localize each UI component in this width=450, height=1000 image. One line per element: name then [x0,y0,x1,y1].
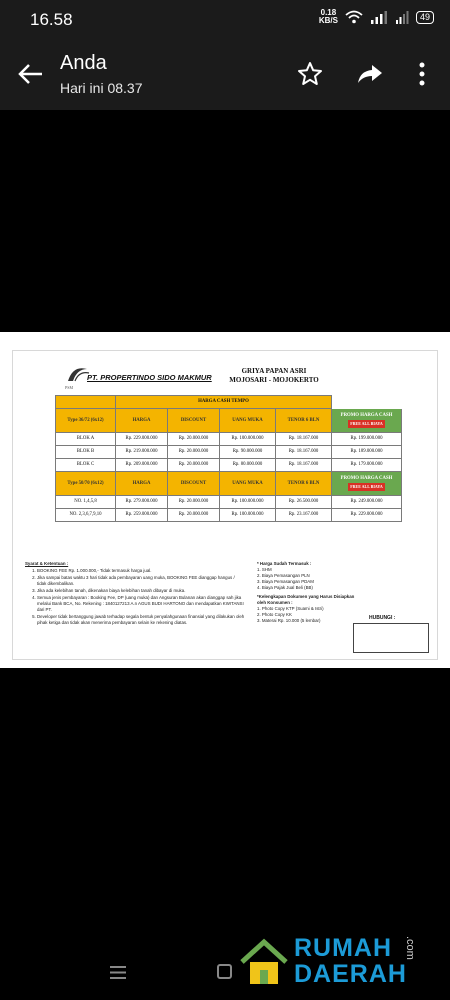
terms-title: Syarat & Ketentuan : [25,561,69,566]
type-label: Type 50/70 (6x12) [56,472,116,496]
price-sheet [12,350,438,660]
list-item: 2. Photo Copy KK [257,612,292,617]
back-arrow-icon[interactable] [16,62,44,86]
app-bar [0,38,450,110]
list-item: 4. Biaya Pajak Jual Beli (BB) [257,585,313,590]
list-item: 3. Materai Rp. 10.000 (5 lembar) [257,618,321,623]
column-header: DISCOUNT [168,409,220,433]
contact-box [353,623,429,653]
wifi-icon [345,10,363,24]
free-badge: FREE ALL BIAYA [350,421,383,426]
battery-icon: 49 [416,11,434,24]
network-speed: 0.18 KB/S [318,8,338,25]
signal-icon [370,10,388,24]
table-row: NO. 1,4,5,8 Rp. 279.000.000 Rp. 20.000.000 Rp. 100.000.000 Rp. 26.500.000 Rp. 249.000.000 [56,496,402,509]
includes-section [257,561,432,624]
document-title: GRIYA PAPAN ASRI MOJOSARI - MOJOKERTO [229,367,319,384]
company-name: PT. PROPERTINDO SIDO MAKMUR [87,373,212,382]
status-bar [0,0,450,38]
column-header: UANG MUKA [220,472,276,496]
watermark-line1: RUMAH [294,934,393,962]
watermark-line2: DAERAH [294,960,407,988]
promo-header: PROMO HARGA CASH FREE ALL BIAYA [332,409,402,433]
promo-header: PROMO HARGA CASH FREE ALL BIAYA [332,472,402,496]
table-header-row [56,409,402,433]
contact-label: HUBUNGI : [369,615,396,621]
column-header: DISCOUNT [168,472,220,496]
table-header-row [56,472,402,496]
status-icons [319,9,434,25]
includes-title: * Harga Sudah Termasuk : [257,561,312,566]
list-item: 2. Jika sampai batas waktu 3 hari tidak ada pembayaran uang muka, BOOKING FEE dianggap hangus / tidak dikembalikan. [37,575,245,587]
sender-title: Anda [60,52,107,74]
more-vertical-icon[interactable] [412,60,432,88]
list-item: 1. SHM [257,567,272,572]
list-item: 1. Photo Copy KTP (Suami & Istri) [257,606,324,611]
price-table [55,395,402,522]
share-icon[interactable] [356,62,384,86]
type-label: Type 36/72 (6x12) [56,409,116,433]
column-header: HARGA [116,409,168,433]
list-item: 2. Biaya Pemasangan PLN [257,573,310,578]
table-row: BLOK A Rp. 229.000.000 Rp. 20.000.000 Rp. 100.000.000 Rp. 18.167.000 Rp. 199.000.000 [56,433,402,446]
terms-list [25,568,245,626]
table-title-row [56,396,402,409]
documents-title: *Kelengkapan Dokumen yang Harus Disiapkan oleh Konsumen : [257,594,355,605]
timestamp: Hari ini 08.37 [60,80,143,96]
home-icon[interactable] [217,964,232,979]
list-item: 5. Developer tidak bertanggung jawab terhadap segala bentuk penyalahgunaan finansial yang dilakukan oleh pihak ketiga dan tidak akan menerima pembayaran selain ke rekening diatas. [37,614,245,626]
shared-image[interactable] [0,332,450,668]
column-header: TENOR 6 BLN [276,409,332,433]
list-item: 3. Jika ada kelebihan tanah, dikenakan biaya kelebihan tanah dibayar di muka. [37,588,245,594]
table-row: BLOK B Rp. 219.000.000 Rp. 20.000.000 Rp. 90.000.000 Rp. 18.167.000 Rp. 189.000.000 [56,446,402,459]
list-item: 3. Biaya Pemasangan PDAM [257,579,314,584]
star-icon[interactable] [296,60,324,88]
logo-text: PSM [65,385,74,390]
table-title: HARGA CASH TEMPO [116,396,332,409]
house-logo [238,936,290,988]
watermark-suffix: .com [404,936,416,960]
list-item: 4. Semua jenis pembayaran : Booking Fee, DP (uang muka) dan Angsuran Bulanan akan dianggap sah jika melalui Bank BCA, No. Rekening : 1840127213 A.n AGUS BUDI HARTONO dan mendapatkan KWITANSI dari PT. [37,595,245,613]
signal-icon-2 [395,10,409,24]
table-row: BLOK C Rp. 209.000.000 Rp. 20.000.000 Rp. 80.000.000 Rp. 18.167.000 Rp. 179.000.000 [56,459,402,472]
status-time: 16.58 [30,10,73,29]
terms-section [25,561,245,627]
column-header: UANG MUKA [220,409,276,433]
free-badge: FREE ALL BIAYA [350,484,383,489]
column-header: HARGA [116,472,168,496]
column-header: TENOR 6 BLN [276,472,332,496]
list-item: 1. BOOKING FEE Rp. 1.000.000,- Tidak termasuk harga jual. [37,568,245,574]
table-row: NO. 2,3,6,7,9,10 Rp. 259.000.000 Rp. 20.000.000 Rp. 100.000.000 Rp. 23.167.000 Rp. 229.000.000 [56,509,402,522]
menu-icon[interactable] [110,966,126,979]
watermark [238,934,440,990]
